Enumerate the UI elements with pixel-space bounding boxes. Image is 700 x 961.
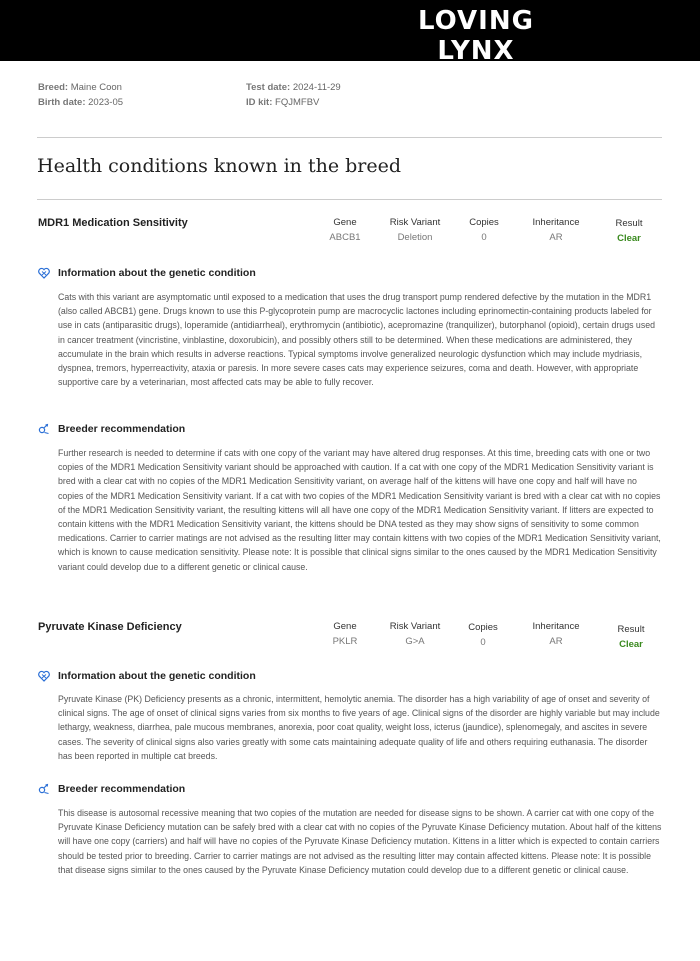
result-column — [606, 624, 656, 650]
condition-name: MDR1 Medication Sensitivity — [38, 217, 188, 229]
risk-header: Risk Variant — [389, 217, 441, 228]
gene-value: PKLR — [332, 636, 358, 647]
breeder-text: This disease is autosomal recessive meaning that two copies of the mutation are needed for disease signs to be shown. A carrier cat with one copy of the Pyruvate Kinase Deficiency mutation can be safely bred with a clear cat with no copies of the Pyruvate Kinase Deficiency mutation. About half of the kittens will have one copy (carriers) and half will have no copies of the Pyruvate Kinase Deficiency mutation. Kittens in a litter which is expected to contain carriers should be tested prior to breeding. Carrier to carrier matings are not advised as the resulting litter may contain affected kittens. Please note: It is possible that disease signs similar to the ones caused by the Pyruvate Kinase Deficiency mutation could develop due to a different genetic or clinical cause. — [58, 808, 662, 875]
risk-header: Risk Variant — [389, 621, 441, 632]
breeder-heading-label: Breeder recommendation — [58, 423, 186, 435]
cat-paw-icon — [38, 783, 50, 795]
inheritance-header: Inheritance — [532, 217, 580, 228]
meta-id-kit: ID kit: FQJMFBV — [246, 97, 320, 108]
breeder-text: Further research is needed to determine if cats with one copy of the variant may have altered drug responses. At this time, breeding cats with one or two copies of the MDR1 Medication Sensitivity variant should be approached with caution. If a cat with one copy of the MDR1 Medication Sensitivity variant is bred with a clear cat with no copies of the MDR1 Medication Sensitivity variant, on average half of the kittens will have one copy and half will have no copies of the MDR1 Medication Sensitivity variant. If a cat with two copies of the MDR1 Medication Sensitivity variant is bred with a clear cat with no copies of the MDR1 Medication Sensitivity variant, the resulting kittens will all have one copy of the MDR1 Medication Sensitivity variant. If litters are expected to contain kittens with the MDR1 Medication Sensitivity variant, the kittens should be DNA tested as they may show signs of sensitivity to some common medications. Carrier to carrier matings are not advised as the resulting litter may contain kittens with two copies of the MDR1 Medication Sensitivity variant, which is known to cause medication sensitivity. Please note: It is possible that clinical signs similar to the ones caused by the MDR1 Medication Sensitivity variant could develop due to a different genetic or clinical cause. — [58, 448, 661, 572]
inheritance-value: AR — [549, 636, 563, 647]
divider — [37, 137, 662, 138]
risk-value: G>A — [405, 636, 425, 647]
brand-title: LOVING LYNX — [418, 6, 534, 66]
condition-name: Pyruvate Kinase Deficiency — [38, 621, 182, 633]
risk-column — [380, 217, 450, 243]
result-column — [604, 218, 654, 244]
info-heading — [38, 267, 256, 279]
meta-test-date: Test date: 2024-11-29 — [246, 82, 341, 93]
result-header: Result — [615, 218, 643, 229]
info-heading-label: Information about the genetic condition — [58, 670, 256, 682]
brand-logo — [376, 6, 576, 84]
page-title: Health conditions known in the breed — [37, 155, 401, 177]
copies-column — [458, 622, 508, 648]
result-value: Clear — [617, 233, 641, 244]
inheritance-header: Inheritance — [532, 621, 580, 632]
gene-column — [320, 217, 370, 243]
breeder-heading — [38, 423, 185, 435]
brand-subtitle: Maine Coons — [408, 65, 544, 85]
breeder-heading — [38, 783, 185, 795]
info-text: Pyruvate Kinase (PK) Deficiency presents as a chronic, intermittent, hemolytic anemia. The disorder has a high variability of age of onset and severity of clinical signs. The age of onset of clinical signs varies from six months to five years of age. Clinical signs of the disorder are highly variable but may include lethargy, weakness, diarrhea, pale mucous membranes, anorexia, poor coat quality, weight loss, icterus (jaundice), splenomegaly, and ascites in severe cases. The severity of clinical signs also varies greatly with some cats maintaining adequate quality of life and others requiring euthanasia. The disorder has been reported in multiple cat breeds. — [58, 694, 660, 761]
meta-breed: Breed: Maine Coon — [38, 82, 122, 93]
gene-value: ABCB1 — [329, 232, 361, 243]
info-heading-label: Information about the genetic condition — [58, 267, 256, 279]
result-header: Result — [617, 624, 645, 635]
inheritance-column — [522, 621, 590, 647]
breeder-heading-label: Breeder recommendation — [58, 783, 186, 795]
copies-header: Copies — [468, 622, 498, 633]
meta-birth: Birth date: 2023-05 — [38, 97, 124, 108]
copies-column — [460, 217, 508, 243]
copies-header: Copies — [469, 217, 499, 228]
gene-header: Gene — [333, 217, 357, 228]
inheritance-value: AR — [549, 232, 563, 243]
divider — [37, 199, 662, 200]
dna-heart-icon — [38, 267, 50, 279]
info-text: Cats with this variant are asymptomatic until exposed to a medication that uses the drug transport pump rendered defective by the mutation in the MDR1 (also called ABCB1) gene. Drugs known to use this P-glycoprotein pump are macrocyclic lactones including eprinomectin-containing products labeled for use in cats (antiparasitic drugs), loperamide (antidiarrheal), erythromycin (antibiotic), acepromazine (tranquilizer), butorphanol (opioid), certain drugs used in cancer treatment (vincristine, vinblastine, doxorubicin), and possibly others still to be determined. When these medications are administered, they accumulate in the brain which results in adverse reactions. Typical symptoms involve generalized neurologic dysfunction which may include mydriasis, dyspnea, tremors, hyperreactivity, ataxia or paresis. In more severe cases cats may experience seizures, coma and death. However, with appropriate supportive care by a veterinarian, most affected cats may be able to fully recover. — [58, 292, 655, 388]
meta-left — [38, 80, 123, 110]
dna-heart-icon — [38, 670, 50, 682]
meta-right — [246, 80, 341, 110]
risk-value: Deletion — [397, 232, 433, 243]
gene-column — [320, 621, 370, 647]
copies-value: 0 — [481, 232, 487, 243]
risk-column — [380, 621, 450, 647]
inheritance-column — [522, 217, 590, 243]
info-heading — [38, 670, 256, 682]
gene-header: Gene — [333, 621, 357, 632]
copies-value: 0 — [480, 637, 486, 648]
page-header — [0, 0, 700, 85]
cat-paw-icon — [38, 423, 50, 435]
result-value: Clear — [619, 639, 643, 650]
